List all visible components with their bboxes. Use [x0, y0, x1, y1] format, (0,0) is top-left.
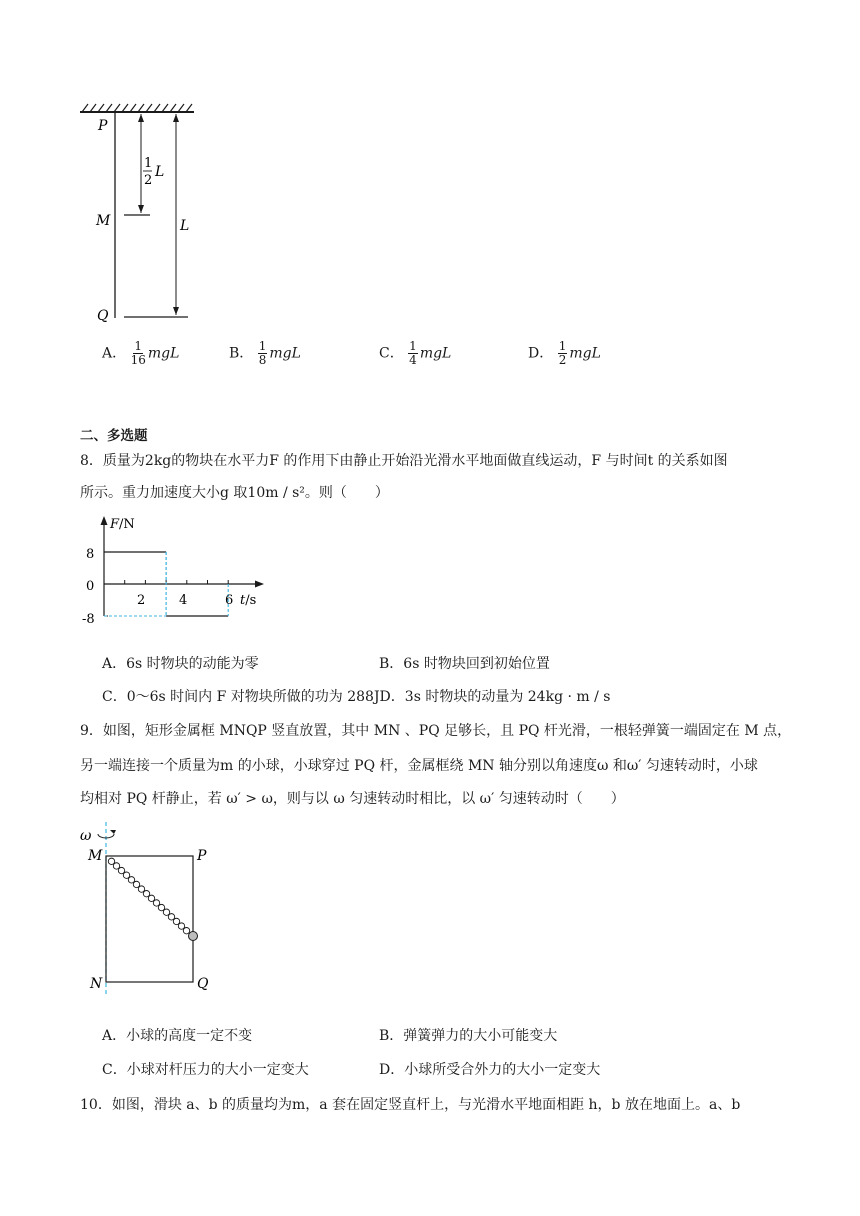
spring — [108, 858, 189, 934]
q7-option-d: D． $\frac{1}{2}$ mgL — [528, 339, 601, 367]
q8-stem-line1: 8．质量为2kg的物块在水平力F 的作用下由静止开始沿光滑水平地面做直线运动，F 与时间t 的关系如图 — [80, 453, 728, 469]
q9-option-d: D．小球所受合外力的大小一定变大 — [379, 1062, 601, 1078]
ball — [189, 932, 198, 941]
label-q: Q — [97, 308, 109, 324]
q9-stem-line2: 另一端连接一个质量为m 的小球，小球穿过 PQ 杆，金属框绕 MN 轴分别以角速度ω 和ω′ 匀速转动时，小球 — [80, 758, 758, 774]
x-axis-title: t/s — [240, 593, 257, 608]
q8-stem-line2: 所示。重力加速度大小g 取10m / s²。则（ ） — [80, 485, 389, 501]
q9-stem-line1: 9．如图，矩形金属框 MNQP 竖直放置，其中 MN 、PQ 足够长，且 PQ 杆光滑，一根轻弹簧一端固定在 M 点， — [80, 723, 792, 739]
label-n: N — [90, 976, 103, 992]
section-title: 二、多选题 — [80, 428, 148, 444]
label-p: P — [197, 848, 207, 864]
q10-stem-line1: 10．如图，滑块 a、b 的质量均为m，a 套在固定竖直杆上，与光滑水平地面相距 h，b 放在地面上。a、b — [80, 1097, 741, 1113]
x-tick-label-2: 2 — [137, 593, 146, 608]
half-l-label: L — [155, 164, 165, 180]
q8-option-a: A．6s 时物块的动能为零 — [102, 656, 259, 672]
q8-option-b: B．6s 时物块回到初始位置 — [379, 656, 550, 672]
y-tick-label-0: 0 — [86, 579, 95, 594]
ceiling-hatch — [82, 104, 192, 112]
omega-label: ω — [80, 828, 92, 844]
metal-frame — [106, 856, 193, 982]
q9-option-b: B．弹簧弹力的大小可能变大 — [379, 1028, 558, 1044]
x-tick-label-6: 6 — [225, 593, 234, 608]
spring-coil — [183, 927, 189, 933]
q9-option-a: A．小球的高度一定不变 — [102, 1028, 253, 1044]
q7-option-c: C． $\frac{1}{4}$ mgL — [379, 339, 452, 367]
half-den: 2 — [144, 173, 153, 188]
q9-option-c: C．小球对杆压力的大小一定变大 — [102, 1062, 309, 1078]
q9-figure — [76, 818, 226, 998]
x-axis-arrow — [255, 581, 264, 588]
q9-stem-line3: 均相对 PQ 杆静止，若 ω′ > ω，则与以 ω 匀速转动时相比，以 ω′ 匀速转动时（ ） — [80, 791, 625, 807]
label-p: P — [98, 118, 108, 134]
y-axis-title: F/N — [110, 517, 135, 532]
x-tick-label-4: 4 — [179, 593, 188, 608]
full-l-label: L — [180, 218, 190, 234]
ft-chart — [80, 512, 280, 632]
label-q: Q — [197, 976, 209, 992]
label-m: M — [88, 848, 103, 864]
q8-option-cd: C．0～6s 时间内 F 对物块所做的功为 288JD．3s 时物块的动量为 24kg · m / s — [102, 689, 611, 705]
q7-option-b: B． $\frac{1}{8}$ mgL — [229, 339, 301, 367]
label-m: M — [96, 213, 111, 229]
y-tick-label-8: 8 — [86, 547, 95, 562]
q7-figure — [70, 100, 230, 330]
q7-option-a: A． $\frac{1}{16}$ mgL — [102, 339, 180, 367]
y-axis-arrow — [101, 516, 108, 525]
y-tick-label-minus8: -8 — [82, 612, 95, 627]
y-axis-unit: /N — [119, 517, 135, 532]
half-num: 1 — [144, 156, 153, 171]
